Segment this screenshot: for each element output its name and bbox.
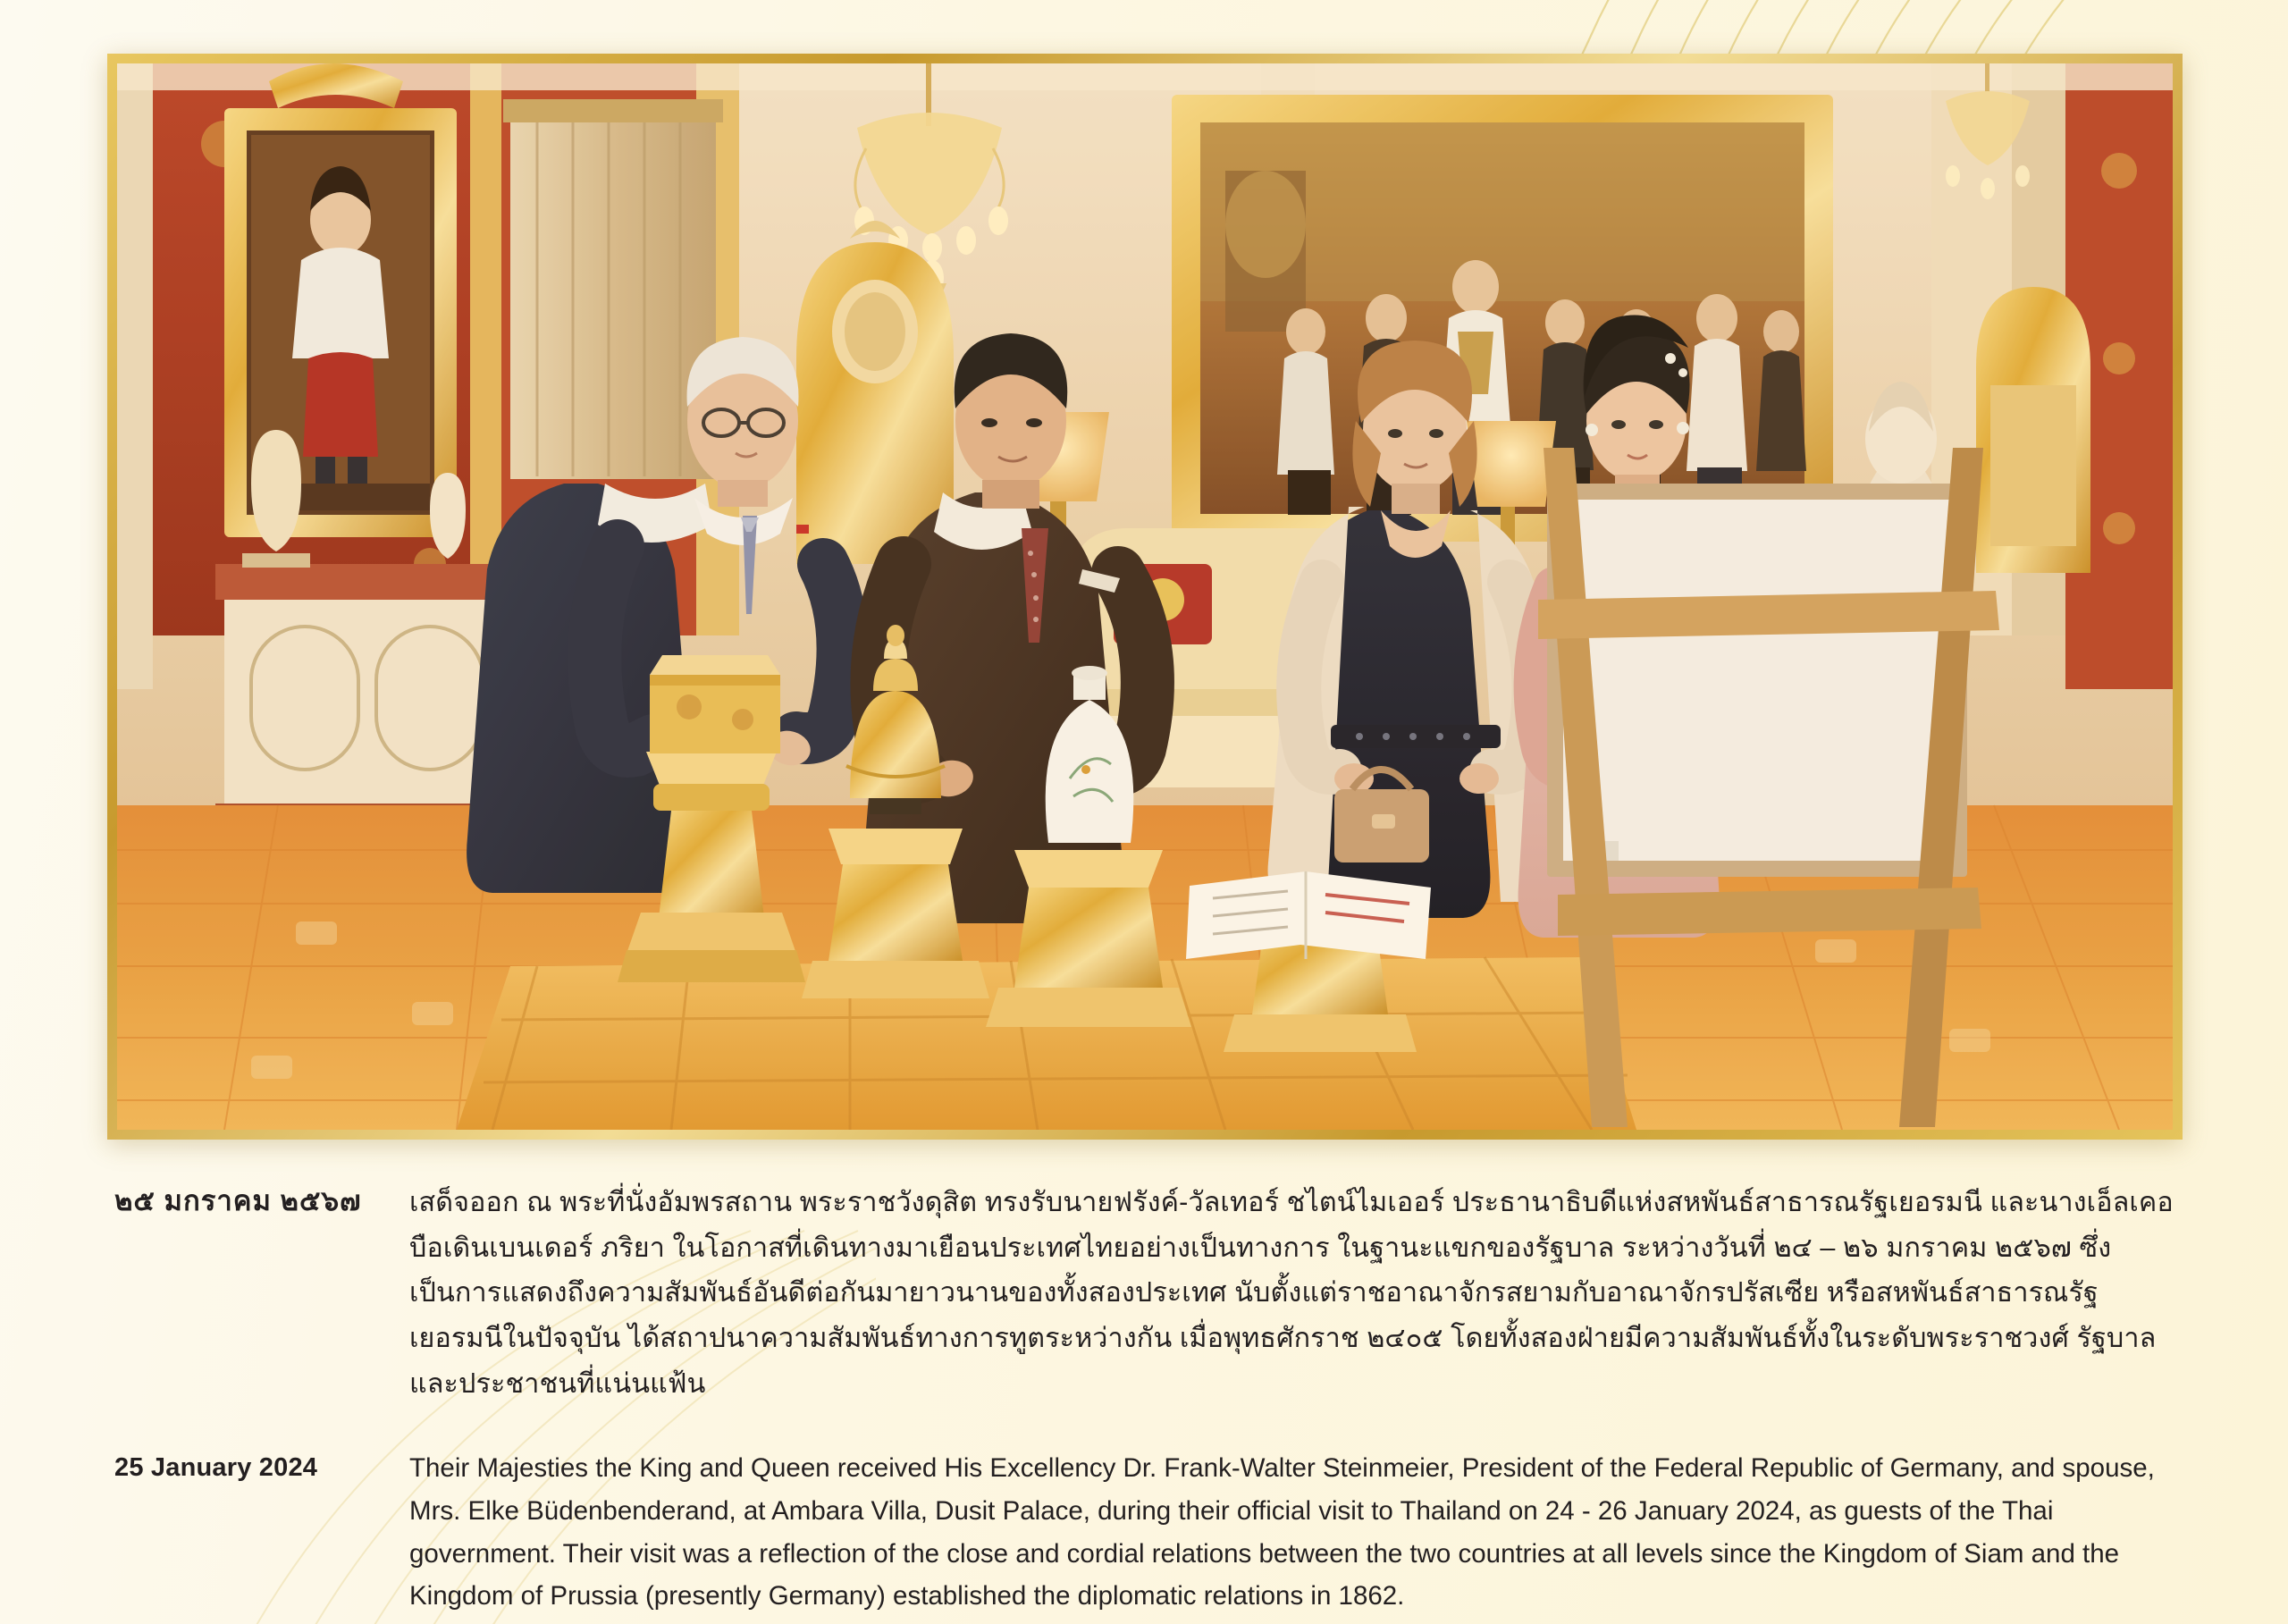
caption-row-thai: [114, 1180, 2179, 1406]
photo-frame: [107, 54, 2183, 1140]
caption-date-thai: ๒๕ มกราคม ๒๕๖๗: [114, 1185, 362, 1216]
caption-body-thai: เสด็จออก ณ พระที่นั่งอัมพรสถาน พระราชวังดุสิต ทรงรับนายฟรังค์-วัลเทอร์ ชไตน์ไมเออร์ ประธานาธิบดีแห่งสหพันธ์สาธารณรัฐเยอรมนี และนางเอ็ลเคอ บือเดินเบนเดอร์ ภริยา ในโอกาสที่เดินทางมาเยือนประเทศไทยอย่างเป็นทางการ ในฐานะแขกของรัฐบาล ระหว่างวันที่ ๒๔ – ๒๖ มกราคม ๒๕๖๗ ซึ่งเป็นการแสดงถึงความสัมพันธ์อันดีต่อกันมายาวนานของทั้งสองประเทศ นับตั้งแต่ราชอาณาจักรสยามกับอาณาจักรปรัสเซีย หรือสหพันธ์สาธารณรัฐเยอรมนีในปัจจุบัน ได้สถาปนาความสัมพันธ์ทางการทูตระหว่างกัน เมื่อพุทธศักราช ๒๔๐๕ โดยทั้งสองฝ่ายมีความสัมพันธ์ทั้งในระดับพระราชวงศ์ รัฐบาล และประชาชนที่แน่นแฟ้น: [409, 1187, 2174, 1399]
photo-illustration: [117, 63, 2173, 1130]
caption-date-english: 25 January 2024: [114, 1453, 318, 1483]
caption-block: [114, 1180, 2179, 1618]
caption-row-english: [114, 1447, 2179, 1618]
caption-body-english: Their Majesties the King and Queen received His Excellency Dr. Frank-Walter Steinmeier, President of the Federal Republic of Germany, and spouse, Mrs. Elke Büdenbenderand, at Ambara Villa, Dusit Palace, during their official visit to Thailand on 24 - 26 January 2024, as guests of the Thai government. Their visit was a reflection of the close and cordial relations between the two countries at all levels since the Kingdom of Siam and the Kingdom of Prussia (presently Germany) established the diplomatic relations in 1862.: [409, 1453, 2155, 1611]
royal-audience-photograph: [117, 63, 2173, 1130]
